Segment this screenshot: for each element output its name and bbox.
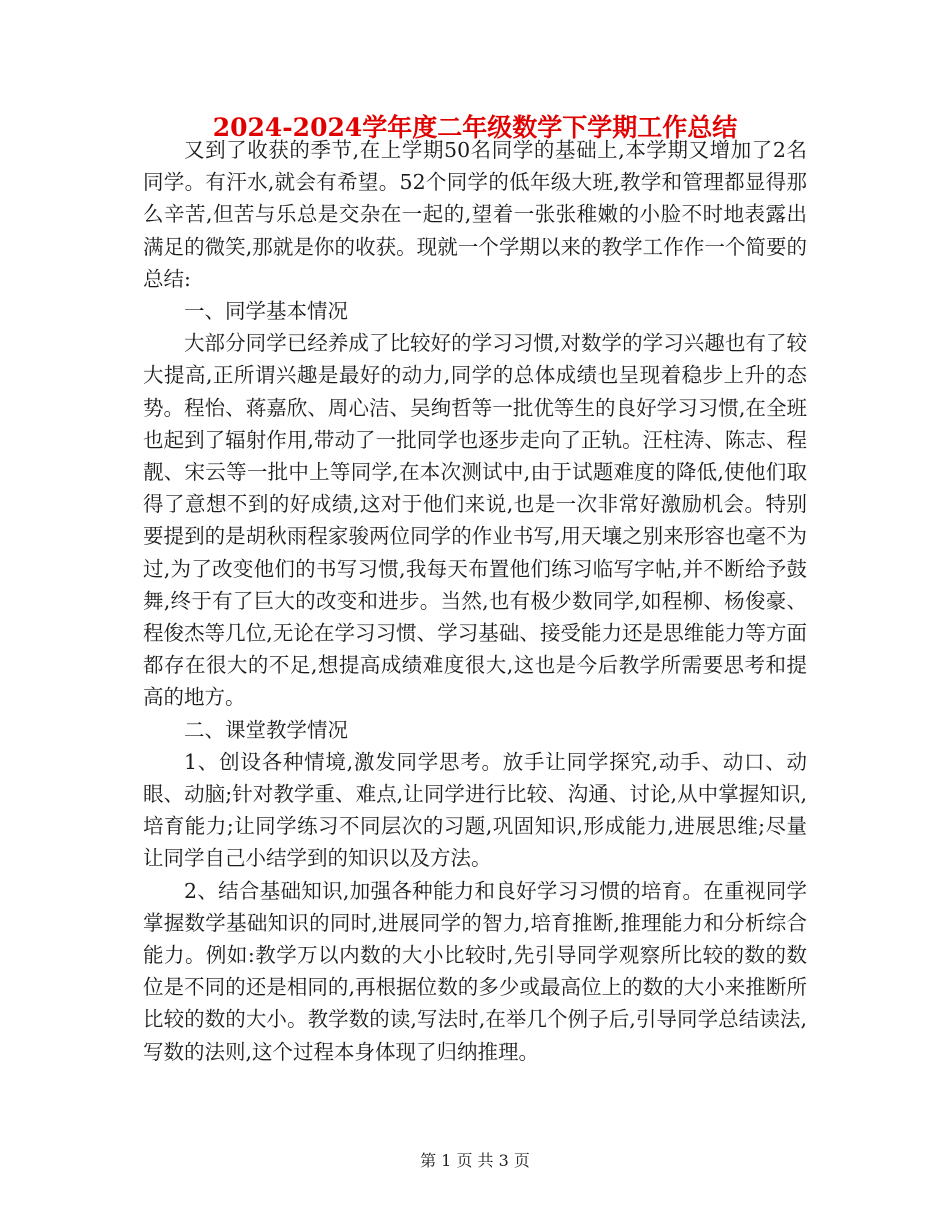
paragraph-intro: 又到了收获的季节,在上学期50名同学的基础上,本学期又增加了2名同学。有汗水,就会有希望。52个同学的低年级大班,教学和管理都显得那么辛苦,但苦与乐总是交杂在一起的,望着一张张稚嫩的小脸不时地表露出满足的微笑,那就是你的收获。现就一个学期以来的教学工作作一个简要的总结:	[143, 138, 807, 291]
document-title: 2024-2024学年度二年级数学下学期工作总结	[212, 113, 738, 142]
document-body	[143, 134, 807, 1068]
page-number-footer: 第 1 页 共 3 页	[420, 1151, 530, 1170]
paragraph-classroom-2: 2、结合基础知识,加强各种能力和良好学习习惯的培育。在重视同学掌握数学基础知识的同时,进展同学的智力,培育推断,推理能力和分析综合能力。例如:教学万以内数的大小比较时,先引导同学观察所比较的数的数位是不同的还是相同的,再根据位数的多少或最高位上的数的大小来推断所比较的数的大小。教学数的读,写法时,在举几个例子后,引导同学总结读法,写数的法则,这个过程本身体现了归纳推理。	[143, 878, 807, 1064]
paragraph-classroom-1: 1、创设各种情境,激发同学思考。放手让同学探究,动手、动口、动眼、动脑;针对教学重、难点,让同学进行比较、沟通、讨论,从中掌握知识,培育能力;让同学练习不同层次的习题,巩固知识,形成能力,进展思维;尽量让同学自己小结学到的知识以及方法。	[143, 749, 807, 871]
section-heading-classroom: 二、课堂教学情况	[184, 717, 348, 742]
section-heading-students: 一、同学基本情况	[184, 299, 348, 324]
paragraph-students: 大部分同学已经养成了比较好的学习习惯,对数学的学习兴趣也有了较大提高,正所谓兴趣是最好的动力,同学的总体成绩也呈现着稳步上升的态势。程怡、蒋嘉欣、周心洁、吴绚哲等一批优等生的良好学习习惯,在全班也起到了辐射作用,带动了一批同学也逐步走向了正轨。汪柱涛、陈志、程靓、宋云等一批中上等同学,在本次测试中,由于试题难度的降低,使他们取得了意想不到的好成绩,这对于他们来说,也是一次非常好激励机会。特别要提到的是胡秋雨程家骏两位同学的作业书写,用天壤之别来形容也毫不为过,为了改变他们的书写习惯,我每天布置他们练习临写字帖,并不断给予鼓舞,终于有了巨大的改变和进步。当然,也有极少数同学,如程柳、杨俊豪、程俊杰等几位,无论在学习习惯、学习基础、接受能力还是思维能力等方面都存在很大的不足,想提高成绩难度很大,这也是今后教学所需要思考和提高的地方。	[143, 331, 807, 710]
